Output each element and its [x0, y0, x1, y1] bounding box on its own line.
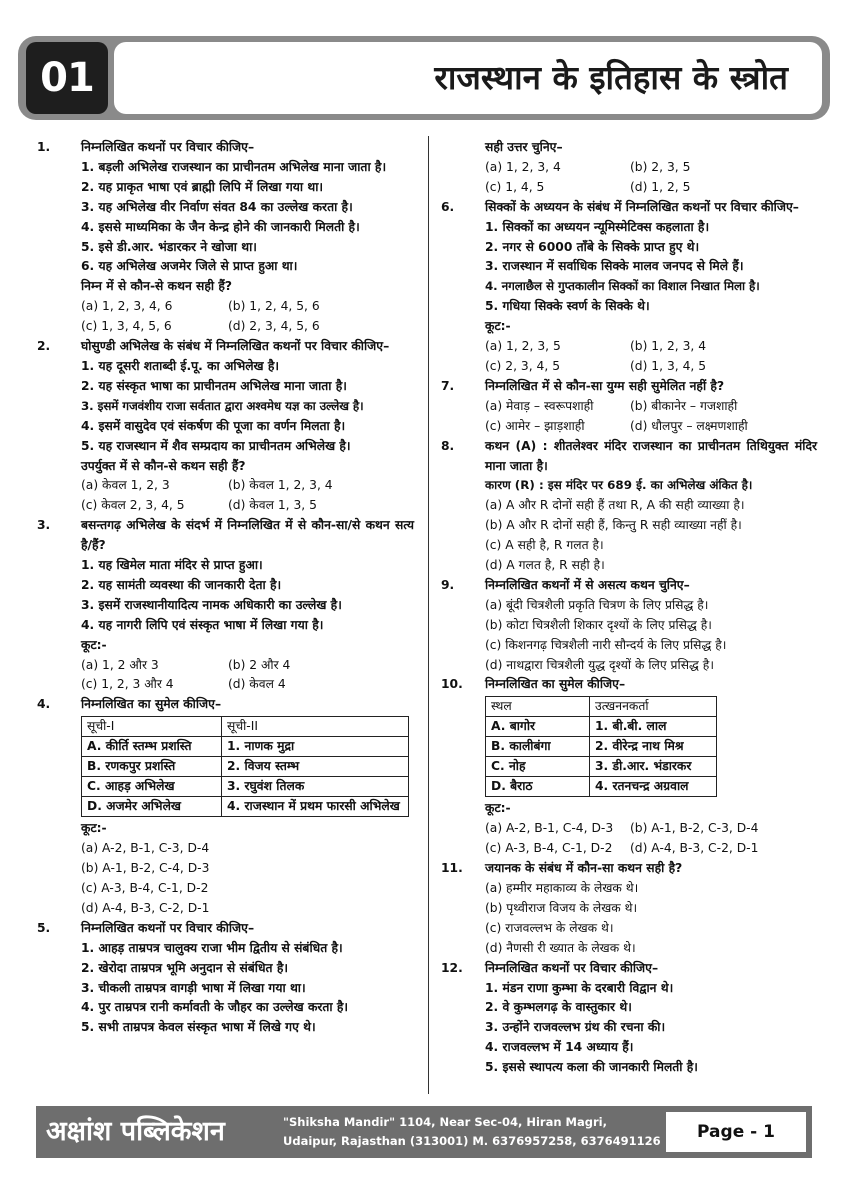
statement: 3. इसमें राजस्थानीयादित्य नामक अधिकारी का उल्लेख है।: [81, 597, 342, 612]
statement: 5. यह राजस्थान में शैव सम्प्रदाय का प्राचीनतम अभिलेख है।: [81, 438, 351, 453]
question-11: [441, 859, 817, 959]
statement: 3. यह अभिलेख वीर निर्वाण संवत 84 का उल्लेख करता है।: [81, 199, 353, 214]
question-prompt: निम्न में से कौन-से कथन सही हैं?: [81, 279, 233, 294]
question-12: [441, 959, 817, 1078]
question-6: [441, 198, 817, 377]
option-c: (c) राजवल्लभ के लेखक थे।: [485, 920, 614, 935]
question-title: सिक्कों के अध्ययन के संबंध में निम्नलिखित कथनों पर विचार कीजिए–: [485, 199, 799, 214]
question-number: 2.: [37, 339, 51, 354]
question-title: निम्नलिखित कथनों पर विचार कीजिए–: [81, 920, 255, 935]
question-number: 1.: [37, 140, 51, 154]
table-cell: C. आहड़ अभिलेख: [82, 777, 222, 797]
question-title: निम्नलिखित कथनों पर विचार कीजिए–: [485, 960, 659, 975]
option-b: (b) A-1, B-2, C-3, D-4: [630, 821, 759, 836]
question-number: 5.: [37, 920, 51, 935]
question-number: 9.: [441, 577, 455, 592]
page-footer: [36, 1106, 812, 1158]
statement: 3. चीकली ताम्रपत्र वागड़ी भाषा में लिखा गया था।: [81, 980, 306, 995]
chapter-number: 01: [26, 42, 108, 114]
option-c: (c) A-3, B-4, C-1, D-2: [81, 881, 209, 895]
table-cell: 4. राजस्थान में प्रथम फारसी अभिलेख: [222, 797, 409, 817]
table-row: [82, 757, 409, 777]
chapter-title: राजस्थान के इतिहास के स्त्रोत: [114, 42, 822, 114]
options: [485, 819, 817, 859]
option-a: (a) केवल 1, 2, 3: [81, 478, 170, 493]
option-d: (d) केवल 4: [228, 677, 286, 692]
statement: 4. इससे माध्यमिका के जैन केन्द्र होने की जानकारी मिलती है।: [81, 219, 360, 234]
table-cell: B. रणकपुर प्रशस्ति: [82, 757, 222, 777]
option-a: (a) 1, 2 और 3: [81, 657, 159, 672]
question-8: [441, 437, 817, 576]
table-header-row: [82, 717, 409, 737]
statement: 4. पुर ताम्रपत्र रानी कर्मावती के जौहर का उल्लेख करता है।: [81, 1000, 349, 1015]
statement: 4. नगलाछैल से गुप्तकालीन सिक्कों का विशाल निखात मिला है।: [485, 279, 760, 294]
question-prompt: सही उत्तर चुनिए–: [485, 140, 563, 154]
table-header-cell: स्थल: [486, 697, 590, 717]
option-d: (d) 2, 3, 4, 5, 6: [228, 319, 320, 334]
publisher-address: [283, 1113, 661, 1151]
table-cell: A. बागोर: [486, 717, 590, 737]
option-b: (b) 2, 3, 5: [630, 159, 691, 174]
table-cell: 1. नाणक मुद्रा: [222, 737, 409, 757]
assertion: कथन (A) : शीतलेश्वर मंदिर राजस्थान का प्राचीनतम तिथियुक्त मंदिर माना जाता है।: [485, 438, 817, 473]
option-b: (b) 1, 2, 3, 4: [630, 339, 707, 354]
match-table: [81, 716, 409, 817]
table-cell: B. कालीबंगा: [486, 737, 590, 757]
option-c: (c) किशनगढ़ चित्रशैली नारी सौन्दर्य के लिए प्रसिद्ध है।: [485, 637, 727, 652]
options: [81, 656, 414, 696]
statement: 2. यह संस्कृत भाषा का प्राचीनतम अभिलेख माना जाता है।: [81, 378, 347, 393]
question-3: [37, 516, 414, 695]
option-d: (d) केवल 1, 3, 5: [228, 498, 317, 513]
question-number: 7.: [441, 378, 455, 393]
table-row: [486, 757, 717, 777]
option-c: (c) 1, 3, 4, 5, 6: [81, 319, 172, 334]
statement: 3. राजस्थान में सर्वाधिक सिक्के मालव जनपद से मिले हैं।: [485, 259, 744, 274]
question-prompt: उपर्युक्त में से कौन-से कथन सही हैं?: [81, 458, 246, 473]
question-9: [441, 576, 817, 676]
table-cell: 2. वीरेन्द्र नाथ मिश्र: [590, 737, 717, 757]
question-title: घोसुण्डी अभिलेख के संबंध में निम्नलिखित कथनों पर विचार कीजिए–: [81, 339, 390, 354]
question-1: [37, 138, 414, 337]
options: [81, 297, 414, 337]
table-cell: 4. रतनचन्द्र अग्रवाल: [590, 777, 717, 797]
table-row: [82, 777, 409, 797]
option-d: (d) नाथद्वारा चित्रशैली युद्ध दृश्यों के लिए प्रसिद्ध है।: [485, 657, 714, 672]
options: [485, 397, 817, 437]
table-row: [486, 717, 717, 737]
statement: 2. वे कुम्भलगढ़ के वास्तुकार थे।: [485, 1000, 632, 1015]
statement: 4. राजवल्लभ में 14 अध्याय हैं।: [485, 1040, 634, 1055]
table-row: [82, 737, 409, 757]
code-label: कूट:-: [81, 821, 107, 836]
option-a: (a) 1, 2, 3, 5: [485, 339, 561, 354]
page-number: Page - 1: [666, 1112, 806, 1152]
statement: 5. सभी ताम्रपत्र केवल संस्कृत भाषा में लिखे गए थे।: [81, 1020, 316, 1035]
question-number: 12.: [441, 960, 463, 975]
options: [485, 158, 817, 198]
table-cell: 3. रघुवंश तिलक: [222, 777, 409, 797]
table-cell: D. अजमेर अभिलेख: [82, 797, 222, 817]
option-a: (a) बूंदी चित्रशैली प्रकृति चित्रण के लिए प्रसिद्ध है।: [485, 597, 709, 612]
options: [485, 337, 817, 377]
match-table: [485, 696, 717, 797]
option-c: (c) आमेर – झाड़शाही: [485, 418, 585, 433]
chapter-header: [18, 36, 830, 120]
question-title: जयानक के संबंध में कौन-सा कथन सही है?: [485, 861, 683, 876]
option-c: (c) 1, 2, 3 और 4: [81, 677, 174, 692]
options: [81, 476, 414, 516]
option-b: (b) A और R दोनों सही हैं, किन्तु R सही व्याख्या नहीं है।: [485, 518, 742, 533]
statement: 2. खेरोदा ताम्रपत्र भूमि अनुदान से संबंधित है।: [81, 960, 289, 975]
publisher-brand: अक्षांश पब्लिकेशन: [46, 1116, 225, 1147]
address-line-2: Udaipur, Rajasthan (313001) M. 6376957258, 6376491126: [283, 1134, 661, 1148]
code-label: कूट:-: [81, 637, 107, 652]
question-4: [37, 695, 414, 918]
column-divider: [428, 136, 429, 1094]
table-cell: 3. डी.आर. भंडारकर: [590, 757, 717, 777]
question-7: [441, 377, 817, 437]
option-b: (b) 1, 2, 4, 5, 6: [228, 299, 320, 314]
reason: कारण (R) : इस मंदिर पर 689 ई. का अभिलेख अंकित है।: [485, 478, 753, 493]
right-column: [441, 138, 817, 1078]
statement: 2. यह सामंती व्यवस्था की जानकारी देता है।: [81, 577, 282, 592]
option-b: (b) पृथ्वीराज विजय के लेखक थे।: [485, 900, 638, 915]
table-header-row: [486, 697, 717, 717]
table-cell: 2. विजय स्तम्भ: [222, 757, 409, 777]
question-number: 11.: [441, 861, 463, 876]
option-a: (a) हम्मीर महाकाव्य के लेखक थे।: [485, 881, 639, 895]
option-b: (b) A-1, B-2, C-4, D-3: [81, 861, 210, 876]
table-header-cell: सूची-II: [222, 717, 409, 737]
option-a: (a) 1, 2, 3, 4: [485, 159, 561, 174]
question-title: बसन्तगढ़ अभिलेख के संदर्भ में निम्नलिखित में से कौन-सा/से कथन सत्य है/हैं?: [81, 518, 414, 553]
statement: 6. यह अभिलेख अजमेर जिले से प्राप्त हुआ था।: [81, 259, 298, 274]
question-title: निम्नलिखित में से कौन-सा युग्म सही सुमेलित नहीं है?: [485, 378, 725, 393]
table-cell: D. बैराठ: [486, 777, 590, 797]
statement: 4. यह नागरी लिपि एवं संस्कृत भाषा में लिखा गया है।: [81, 617, 324, 632]
option-d: (d) 1, 2, 5: [630, 179, 691, 194]
option-c: (c) 2, 3, 4, 5: [485, 358, 561, 373]
table-cell: 1. बी.बी. लाल: [590, 717, 717, 737]
statement: 3. इसमें गजवंशीय राजा सर्वतात द्वारा अश्वमेध यज्ञ का उल्लेख है।: [81, 398, 364, 413]
option-a: (a) 1, 2, 3, 4, 6: [81, 299, 173, 314]
statement: 1. बड़ली अभिलेख राजस्थान का प्राचीनतम अभिलेख माना जाता है।: [81, 159, 387, 174]
option-d: (d) नैणसी री ख्यात के लेखक थे।: [485, 940, 636, 955]
option-d: (d) 1, 3, 4, 5: [630, 358, 707, 373]
statement: 3. उन्होंने राजवल्लभ ग्रंथ की रचना की।: [485, 1020, 666, 1035]
left-column: [37, 138, 414, 1038]
statement: 5. गधिया सिक्के स्वर्ण के सिक्के थे।: [485, 299, 650, 314]
question-number: 3.: [37, 518, 51, 533]
table-row: [82, 797, 409, 817]
option-c: (c) A सही है, R गलत है।: [485, 538, 604, 553]
question-10: [441, 675, 817, 859]
table-cell: C. नोह: [486, 757, 590, 777]
option-d: (d) A-4, B-3, C-2, D-1: [81, 900, 210, 915]
table-header-cell: सूची-I: [82, 717, 222, 737]
option-a: (a) A-2, B-1, C-4, D-3: [485, 821, 614, 836]
question-title: निम्नलिखित का सुमेल कीजिए–: [485, 677, 626, 692]
statement: 1. आहड़ ताम्रपत्र चालुक्य राजा भीम द्वितीय से संबंधित है।: [81, 940, 343, 955]
question-title: निम्नलिखित का सुमेल कीजिए–: [81, 697, 222, 712]
address-line-1: "Shiksha Mandir" 1104, Near Sec-04, Hiran Magri,: [283, 1115, 607, 1129]
option-d: (d) A गलत है, R सही है।: [485, 558, 605, 573]
statement: 5. इससे स्थापत्य कला की जानकारी मिलती है।: [485, 1060, 698, 1075]
question-title: निम्नलिखित कथनों पर विचार कीजिए–: [81, 140, 255, 154]
question-number: 6.: [441, 199, 455, 214]
table-row: [486, 777, 717, 797]
code-label: कूट:-: [485, 319, 511, 334]
statement: 1. यह दूसरी शताब्दी ई.पू. का अभिलेख है।: [81, 358, 280, 373]
question-5-continued: [441, 138, 817, 198]
table-header-cell: उत्खननकर्ता: [590, 697, 717, 717]
code-label: कूट:-: [485, 801, 511, 816]
option-c: (c) A-3, B-4, C-1, D-2: [485, 841, 613, 856]
table-row: [486, 737, 717, 757]
statement: 5. इसे डी.आर. भंडारकर ने खोजा था।: [81, 239, 257, 254]
statement: 1. मंडन राणा कुम्भा के दरबारी विद्वान थे।: [485, 980, 674, 995]
option-c: (c) 1, 4, 5: [485, 179, 545, 194]
statement: 2. यह प्राकृत भाषा एवं ब्राह्मी लिपि में लिखा गया था।: [81, 179, 324, 194]
question-2: [37, 337, 414, 516]
option-a: (a) मेवाड़ – स्वरूपशाही: [485, 398, 594, 413]
question-number: 4.: [37, 697, 51, 712]
option-b: (b) बीकानेर – गजशाही: [630, 398, 738, 413]
question-title: निम्नलिखित कथनों में से असत्य कथन चुनिए–: [485, 577, 690, 592]
statement: 2. नगर से 6000 ताँबे के सिक्के प्राप्त हुए थे।: [485, 239, 700, 254]
option-b: (b) केवल 1, 2, 3, 4: [228, 478, 333, 493]
question-number: 10.: [441, 677, 463, 692]
option-b: (b) 2 और 4: [228, 657, 291, 672]
table-cell: A. कीर्ति स्तम्भ प्रशस्ति: [82, 737, 222, 757]
option-c: (c) केवल 2, 3, 4, 5: [81, 498, 185, 513]
question-5: [37, 919, 414, 1038]
statement: 1. सिक्कों का अध्ययन न्यूमिस्मेटिक्स कहलाता है।: [485, 219, 710, 234]
option-d: (d) A-4, B-3, C-2, D-1: [630, 841, 759, 856]
option-a: (a) A-2, B-1, C-3, D-4: [81, 841, 210, 856]
option-a: (a) A और R दोनों सही हैं तथा R, A की सही व्याख्या है।: [485, 498, 745, 513]
option-d: (d) धौलपुर – लक्ष्मणशाही: [630, 418, 748, 433]
question-number: 8.: [441, 438, 455, 453]
option-b: (b) कोटा चित्रशैली शिकार दृश्यों के लिए प्रसिद्ध है।: [485, 617, 712, 632]
statement: 1. यह खिमेल माता मंदिर से प्राप्त हुआ।: [81, 558, 263, 573]
statement: 4. इसमें वासुदेव एवं संकर्षण की पूजा का वर्णन मिलता है।: [81, 418, 346, 433]
